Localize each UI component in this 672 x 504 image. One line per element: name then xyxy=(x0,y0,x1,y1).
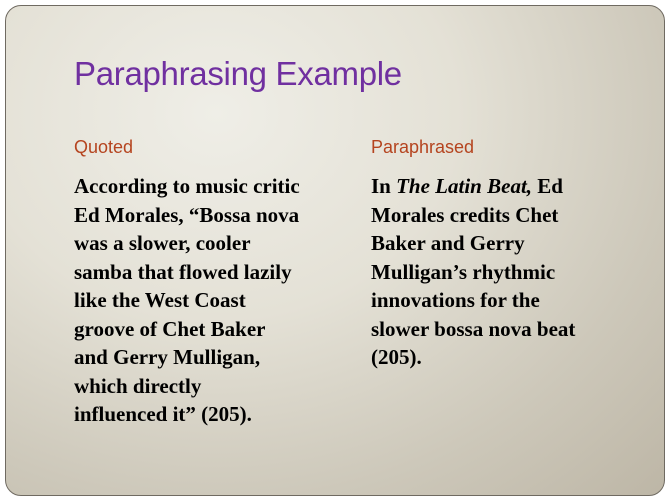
quoted-line: and Gerry Mulligan, xyxy=(74,345,261,369)
paraphrased-line: (205). xyxy=(371,345,422,369)
paraphrased-line: Morales credits Chet xyxy=(371,202,559,227)
quoted-line: was a slower, cooler xyxy=(74,231,251,255)
paraphrased-line: Baker and Gerry xyxy=(371,231,525,255)
paraphrased-line: slower bossa nova beat xyxy=(371,316,576,341)
paraphrased-suffix: Ed xyxy=(532,174,563,198)
paraphrased-heading: Paraphrased xyxy=(371,137,475,157)
paraphrased-prefix: In xyxy=(371,174,397,198)
quoted-text xyxy=(74,172,359,429)
quoted-line: Ed Morales, “Bossa nova xyxy=(74,202,300,227)
quoted-line: like the West Coast xyxy=(74,288,246,312)
book-title: The Latin Beat, xyxy=(396,174,533,198)
paraphrased-line-first xyxy=(371,172,641,201)
quoted-line: According to music critic xyxy=(74,174,300,198)
paraphrased-text xyxy=(371,172,641,372)
paraphrased-line: Mulligan’s rhythmic xyxy=(371,259,556,284)
quoted-line: groove of Chet Baker xyxy=(74,316,266,341)
slide-title: Paraphrasing Example xyxy=(74,55,402,92)
quoted-line: influenced it” (205). xyxy=(74,402,252,426)
quoted-heading: Quoted xyxy=(74,137,134,157)
quoted-line: samba that flowed lazily xyxy=(74,259,292,284)
paraphrased-line: innovations for the xyxy=(371,288,540,312)
quoted-line: which directly xyxy=(74,373,202,398)
